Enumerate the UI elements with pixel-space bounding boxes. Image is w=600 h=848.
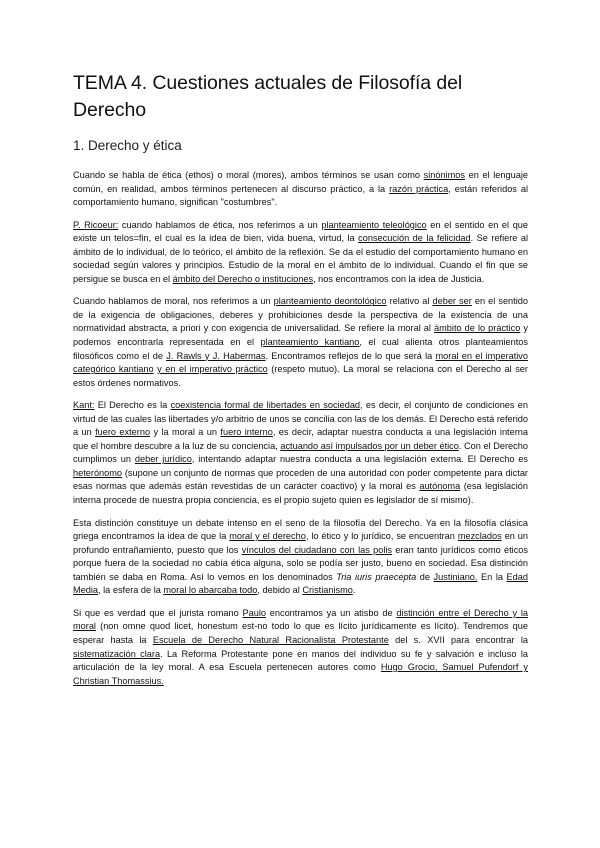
underlined-term: Edad Media <box>73 571 528 596</box>
underlined-term: ámbito del Derecho o instituciones <box>172 273 314 284</box>
underlined-term: moral lo abarcaba todo <box>163 585 258 596</box>
text-run: en el lenguaje común, en realidad, ambos términos pertenecen al discurso práctico, a la <box>73 170 528 194</box>
text-run: , lo ético y lo jurídico, se encuentran <box>305 531 458 542</box>
underlined-term: actuando así impulsados por un deber ético <box>280 440 459 451</box>
text-run: (supone un conjunto de normas que proceden de una autoridad con poder competente para dictar esas normas que además están revestidas de un carácter coactivo) y la moral es <box>73 467 528 492</box>
underlined-term: heterónomo <box>73 467 123 478</box>
underlined-term: planteamiento deontológico <box>273 296 387 307</box>
underlined-term: Hugo Grocio, Samuel Pufendorf y Christian Thomassius. <box>73 662 528 686</box>
text-run: . Encontramos reflejos de lo que será la <box>265 350 436 361</box>
text-run: (non omne quod licet, honestum est-no todo lo que es lícito jurídicamente es lícito). Tendremos que esperar hasta la <box>73 621 528 645</box>
text-run: del s. XVII para encontrar la <box>388 634 529 645</box>
text-run: en el sentido en el que existe un telos=fin, el cual es la idea de bien, vida buena, virtud, la <box>73 219 529 244</box>
underlined-term: Justiniano. <box>433 571 478 582</box>
text-run: (respeto mutuo). La moral se relaciona con el Derecho al ser estos órdenes normativos. <box>73 364 528 388</box>
text-run: eran tanto jurídicos como éticos porque fuera de la sociedad no cabía ética alguna, solo se podía ser justo, bueno en sociedad. Esa distinción también se daba en Roma. Así lo vemos en los denominados <box>73 544 528 582</box>
underlined-term: moral en el imperativo categórico kantiano <box>73 350 528 375</box>
body-paragraph <box>73 295 528 390</box>
text-run: , debido al <box>257 585 303 596</box>
text-run: encontramos ya un atisbo de <box>266 607 397 618</box>
text-run: relativo al <box>386 296 433 307</box>
text-run: , nos encontramos con la idea de Justicia. <box>313 273 485 284</box>
underlined-term: Cristianismo <box>302 585 353 596</box>
text-run: en el sentido de la exigencia de obligaciones, deberes y prohibiciones desde la perspectiva de la existencia de una normatividad abstracta, a priori y con exigencia de universalidad. Se refiere la moral al <box>73 296 528 334</box>
text-run: , la esfera de la <box>98 585 164 596</box>
text-run: , el cual alienta otros planteamientos filosóficos como el de <box>73 337 528 361</box>
underlined-term: moral y el derecho <box>229 531 306 542</box>
underlined-term: coexistencia formal de libertades en sociedad <box>170 400 361 411</box>
document-title: TEMA 4. Cuestiones actuales de Filosofía del Derecho <box>73 72 463 121</box>
text-run: , intentando adaptar nuestra conducta a una legislación externa. El Derecho es <box>191 454 529 465</box>
underlined-term: vínculos del ciudadano con las polis <box>241 544 393 555</box>
text-run: Cuando se habla de ética (ethos) o moral (mores), ambos términos se usan como <box>73 170 424 180</box>
text-run: . La Reforma Protestante pone en manos del individuo su fe y salvación e incluso la articulación de la ley moral. A esa Escuela pertenecen autores como <box>73 648 528 673</box>
underlined-term: autónoma <box>419 481 461 492</box>
text-run: Cuando hablamos de moral, nos referimos a un <box>73 296 274 307</box>
body-paragraph <box>73 607 528 688</box>
italic-term: Tria iuris praecepta <box>336 571 417 582</box>
text-run: y la moral a un <box>150 427 221 438</box>
underlined-term: deber jurídico <box>134 454 192 465</box>
underlined-term: Paulo <box>242 607 266 618</box>
underlined-term: Escuela de Derecho Natural Racionalista Protestante <box>152 634 389 645</box>
body-paragraph <box>73 219 528 287</box>
text-run: (esa legislación interna procede de nuestra propia conciencia, es el propio sujeto quien es legislador de sí mismo). <box>73 481 528 506</box>
body-paragraph <box>73 169 528 210</box>
text-run: . <box>352 585 356 596</box>
underlined-term: fuero externo <box>95 427 151 438</box>
text-run: . Se refiere al ámbito de lo individual, de lo teórico, el ámbito de la reflexión. Se da el estudio del comportamiento humano en sociedad según valores y principios. Estudio de la moral en el ámbito de lo individual. Cuando el fin que se persigue se busca en el <box>73 233 529 284</box>
underlined-term: consecución de la felicidad <box>358 233 471 244</box>
underlined-term: distinción entre el Derecho y la moral <box>73 607 528 632</box>
text-run: . Con el Derecho cumplimos un <box>73 440 528 465</box>
text-run: de <box>416 571 434 582</box>
underlined-term: sinónimos <box>423 170 465 180</box>
text-run: Esta distinción constituye un debate intenso en el seno de la filosofía del Derecho. Ya en la filosofía clásica griega encontramos la idea de que la <box>73 517 528 542</box>
underlined-term: planteamiento kantiano <box>260 337 360 348</box>
document-body <box>73 169 528 688</box>
text-run: Si que es verdad que el jurista romano <box>73 607 243 618</box>
underlined-term: planteamiento teleológico <box>321 219 427 230</box>
section-heading: 1. Derecho y ética <box>73 138 182 153</box>
underlined-term: P. Ricoeur: <box>73 219 119 230</box>
body-paragraph <box>73 517 528 598</box>
text-run: El Derecho es la <box>94 400 171 411</box>
underlined-term: sistematización clara <box>73 648 161 659</box>
underlined-term: Kant: <box>73 400 95 411</box>
text-run: , es decir, el conjunto de condiciones en virtud de las cuales las libertades y/o arbitrio de unos se concilia con las de los demás. El Derecho está referido a un <box>73 400 528 438</box>
text-run: en un profundo entrañamiento, puesto que los <box>73 531 528 555</box>
underlined-term: mezclados <box>457 531 502 542</box>
text-run: cuando hablamos de ética, nos referimos a un <box>118 219 322 230</box>
text-run: , están referidos al comportamiento humano, significan "costumbres". <box>73 183 528 208</box>
body-paragraph <box>73 399 528 507</box>
underlined-term: deber ser <box>432 296 472 307</box>
underlined-term: fuero interno <box>220 427 273 438</box>
text-run: y podemos encontrarla representada en el <box>73 323 528 348</box>
underlined-term: y en el imperativo práctico <box>157 364 268 375</box>
text-run: En la <box>477 571 507 582</box>
underlined-term: razón práctica <box>389 183 449 194</box>
text-run: , es decir, adaptar nuestra conducta a una legislación interna que el hombre descubre a la luz de su conciencia, <box>73 427 528 451</box>
underlined-term: ámbito de lo práctico <box>434 323 521 334</box>
underlined-term: J. Rawls y J. Habermas <box>166 350 266 361</box>
